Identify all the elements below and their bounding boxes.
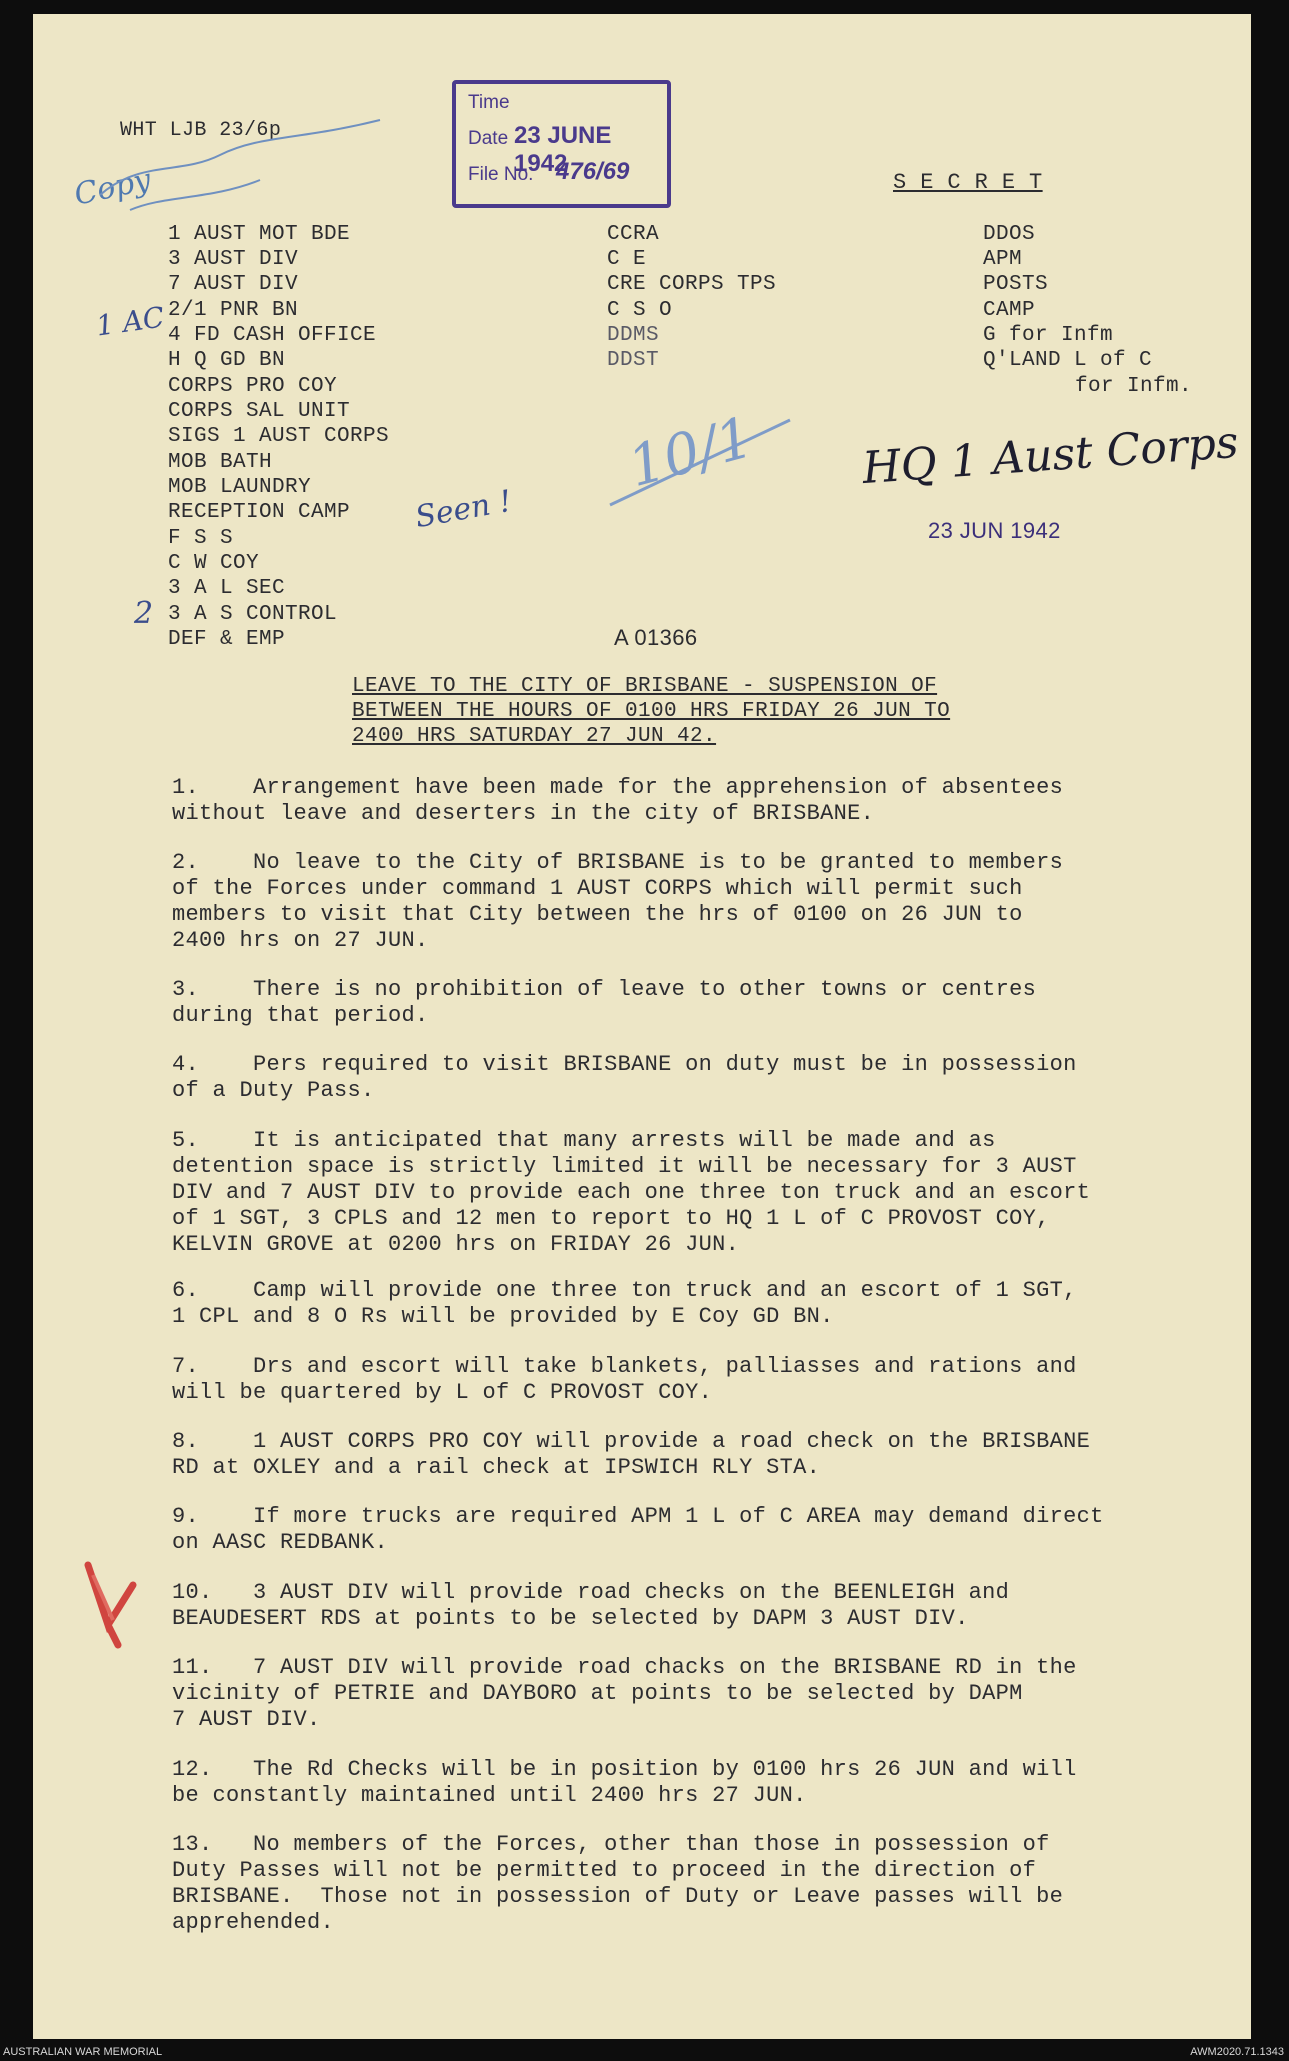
paragraph-5: 5. It is anticipated that many arrests will be made and as detention space is strictly limited it will be necessary for 3 AUST DIV and 7 AUST DIV to provide each one three ton truck and an escort of 1 SGT, 3 CPLS and 12 men to report to HQ 1 L of C PROVOST COY, KELVIN GROVE at 0200 hrs on FRIDAY 26 JUN.: [172, 1128, 1091, 1257]
addressee: 2/1 PNR BN: [168, 299, 299, 322]
addressee: for Infm.: [1075, 375, 1193, 398]
addressee: Q'LAND L of C: [983, 349, 1153, 372]
handwritten-2: 2: [134, 596, 154, 631]
addressee: SIGS 1 AUST CORPS: [168, 425, 390, 448]
subject-line: 2400 HRS SATURDAY 27 JUN 42.: [352, 725, 717, 748]
addressee: 3 AUST DIV: [168, 248, 299, 271]
addressee: DDOS: [983, 223, 1036, 246]
addressee: CCRA: [607, 223, 660, 246]
paragraph-12: 12. The Rd Checks will be in position by 0100 hrs 26 JUN and will be constantly maintained until 2400 hrs 27 JUN.: [172, 1757, 1077, 1808]
addressee: MOB LAUNDRY: [168, 476, 312, 499]
paragraph-2: 2. No leave to the City of BRISBANE is to be granted to members of the Forces under command 1 AUST CORPS which will permit such members to visit that City between the hrs of 0100 on 26 JUN to 2400 hrs on 27 JUN.: [172, 850, 1064, 953]
red-pencil-mark: [78, 1555, 148, 1655]
paragraph-6: 6. Camp will provide one three ton truck and an escort of 1 SGT, 1 CPL and 8 O Rs will be provided by E Coy GD BN.: [172, 1278, 1077, 1329]
paragraph-4: 4. Pers required to visit BRISBANE on duty must be in possession of a Duty Pass.: [172, 1052, 1077, 1103]
addressee: 1 AUST MOT BDE: [168, 223, 351, 246]
addressee: CORPS PRO COY: [168, 375, 338, 398]
handwritten-1ac: 1 AC: [94, 300, 167, 343]
addressee: 4 FD CASH OFFICE: [168, 324, 377, 347]
addressee: APM: [983, 248, 1023, 271]
stamp-date-value: 23 JUNE 1942: [514, 122, 612, 177]
paragraph-13: 13. No members of the Forces, other than those in possession of Duty Passes will not be permitted to proceed in the direction of BRISBANE. Those not in possession of Duty or Leave passes will be apprehended.: [172, 1832, 1064, 1935]
addressee: CRE CORPS TPS: [607, 273, 777, 296]
addressee: CORPS SAL UNIT: [168, 400, 351, 423]
addressee: 7 AUST DIV: [168, 273, 299, 296]
received-date-stamp: 23 JUN 1942: [928, 518, 1061, 543]
addressee: DDMS: [607, 324, 660, 347]
reference-code: WHT LJB 23/6p: [120, 119, 282, 142]
addressee: H Q GD BN: [168, 349, 286, 372]
addressee: C E: [607, 248, 647, 271]
paragraph-8: 8. 1 AUST CORPS PRO COY will provide a road check on the BRISBANE RD at OXLEY and a rail check at IPSWICH RLY STA.: [172, 1429, 1091, 1480]
paragraph-1: 1. Arrangement have been made for the apprehension of absentees without leave and deserters in the city of BRISBANE.: [172, 775, 1064, 826]
addressee: DEF & EMP: [168, 628, 286, 651]
paragraph-11: 11. 7 AUST DIV will provide road chacks on the BRISBANE RD in the vicinity of PETRIE and DAYBORO at points to be selected by DAPM 7 AUST DIV.: [172, 1655, 1077, 1732]
addressee: F S S: [168, 527, 234, 550]
document-number: A 01366: [614, 625, 698, 650]
classification: S E C R E T: [893, 170, 1043, 195]
file-stamp: [452, 80, 671, 208]
paragraph-10: 10. 3 AUST DIV will provide road checks on the BEENLEIGH and BEAUDESERT RDS at points to be selected by DAPM 3 AUST DIV.: [172, 1580, 1010, 1631]
footer-accession-number: AWM2020.71.1343: [1190, 2046, 1284, 2058]
paragraph-3: 3. There is no prohibition of leave to other towns or centres during that period.: [172, 977, 1037, 1028]
addressee: G for Infm: [983, 324, 1114, 347]
stamp-time-label: Time: [468, 92, 510, 113]
addressee: CAMP: [983, 299, 1036, 322]
pencil-scribble: [70, 100, 400, 220]
subject-line: BETWEEN THE HOURS OF 0100 HRS FRIDAY 26 JUN TO: [352, 700, 951, 723]
paragraph-7: 7. Drs and escort will take blankets, palliasses and rations and will be quartered by L of C PROVOST COY.: [172, 1354, 1077, 1405]
pencil-file-note: 10/1: [621, 404, 761, 501]
addressee: 3 A S CONTROL: [168, 603, 338, 626]
handwritten-copy-note: Copy: [71, 162, 154, 213]
stamp-date-label: Date: [468, 128, 509, 149]
paragraph-9: 9. If more trucks are required APM 1 L of C AREA may demand direct on AASC REDBANK.: [172, 1504, 1104, 1555]
addressee: DDST: [607, 349, 660, 372]
addressee: RECEPTION CAMP: [168, 501, 351, 524]
pencil-cross-mark: [600, 410, 820, 520]
addressee: POSTS: [983, 273, 1049, 296]
addressee: C W COY: [168, 552, 260, 575]
handwritten-hq-signature: HQ 1 Aust Corps: [860, 416, 1241, 495]
subject-line: LEAVE TO THE CITY OF BRISBANE - SUSPENSION OF: [352, 675, 938, 698]
stamp-file-label: File No.: [468, 164, 534, 185]
stamp-file-value: 476/69: [556, 158, 630, 185]
addressee: C S O: [607, 299, 673, 322]
addressee: MOB BATH: [168, 451, 273, 474]
footer-institution: AUSTRALIAN WAR MEMORIAL: [3, 2046, 163, 2058]
addressee: 3 A L SEC: [168, 577, 286, 600]
handwritten-seen: Seen !: [412, 483, 515, 536]
